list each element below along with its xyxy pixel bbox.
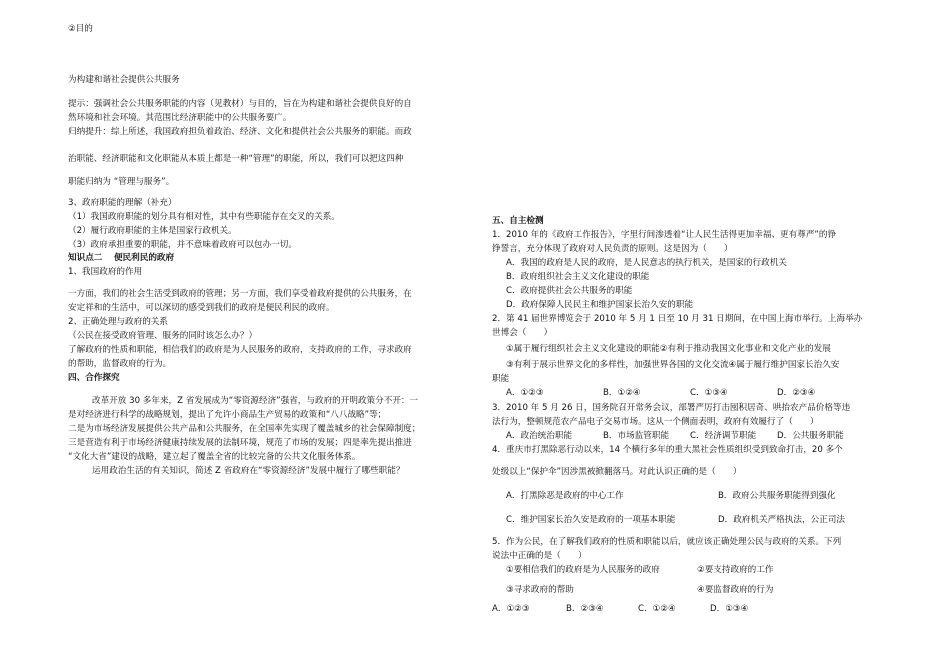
q2-statement-3: 职能 — [492, 374, 510, 384]
understand-point-2: （2）履行政府职能的主体是国家行政机关。 — [68, 226, 237, 236]
conclusion-line-2: 治职能、经济职能和文化职能从本质上都是一种“管理”的职能，所以，我们可以把这四种 — [68, 154, 404, 164]
case-para-line-3: 二是为市场经济发展提供公共产品和公共服务，在全国率先实现了覆盖城乡的社会保障制度； — [68, 424, 421, 434]
q4-option-c: C．维护国家长治久安是政府的一项基本职能 — [506, 515, 676, 525]
q3-option-d: D．公共服务职能 — [777, 431, 844, 441]
q2-stem-line-1: 2．第 41 届世界博览会于 2010 年 5 月 1 日至 10 月 31 日期间，在中国上海市举行。上海举办 — [492, 314, 863, 324]
understand-heading: 3、政府职能的理解（补充） — [68, 198, 177, 208]
conclusion-line-3: 职能归纳为 “管理与服务”。 — [68, 177, 175, 187]
q1-option-d: D．政府保障人民民主和维护国家长治久安的职能 — [506, 300, 694, 310]
q1-option-c: C．政府提供社会公共服务的职能 — [506, 286, 633, 296]
purpose-text: 为构建和谐社会提供公共服务 — [68, 75, 180, 85]
q3-stem-line-2: 法行为，整顿规范农产品电子交易市场。这从一个侧面表明，政府有效履行了（ ） — [492, 417, 819, 427]
understand-point-1: （1）我国政府职能的划分具有相对性，其中有些职能存在交叉的关系。 — [68, 212, 340, 222]
q3-option-b: B．市场监管职能 — [603, 431, 670, 441]
case-para-line-1: 改革开放 30 多年来，Z 省发展成为“零资源经济”强省，与政府的开明政策分不开：一 — [92, 396, 419, 406]
case-para-line-2: 是对经济进行科学的战略规划，提出了允许小商品生产贸易的政策和“八八战略”等； — [68, 410, 387, 420]
q5-option-b: B．②③④ — [566, 604, 604, 614]
q4-stem-line-2: 处级以上“保护伞”因涉黑被掀翻落马。对此认识正确的是（ ） — [492, 467, 742, 477]
q3-option-c: C．经济调节职能 — [690, 431, 757, 441]
q4-option-d: D．政府机关严格执法，公正司法 — [718, 515, 845, 525]
relation-line-1: 了解政府的性质和职能，相信我们的政府是为人民服务的政府，支持政府的工作，寻求政府 — [68, 345, 412, 355]
q5-stem-line-2: 说法中正确的是（ ） — [492, 551, 587, 561]
q4-stem-line-1: 4．重庆市打黑除恶行动以来，14 个横行多年的重大黑社会性质组织受到致命打击，20 多个 — [492, 445, 843, 455]
q5-stem-line-1: 5．作为公民，在了解我们政府的性质和职能以后，就应该正确处理公民与政府的关系。下列 — [492, 537, 842, 547]
role-line-1: 一方面，我们的社会生活受到政府的管理；另一方面，我们享受着政府提供的公共服务，在 — [68, 289, 412, 299]
role-line-2: 安定祥和的生活中，可以深切的感受到我们的政府是便民利民的政府。 — [68, 303, 335, 313]
government-role-heading: 1、我国政府的作用 — [68, 267, 143, 277]
case-question: 运用政治生活的有关知识，简述 Z 省政府在“零资源经济”发展中履行了哪些职能？ — [92, 466, 405, 476]
q3-stem-line-1: 3．2010 年 5 月 26 日，国务院召开常务会议，部署严厉打击囤积居奇、哄抬农产品价格等违 — [492, 403, 851, 413]
q5-option-c: C．①②④ — [638, 604, 676, 614]
section-4-heading: 四、合作探究 — [68, 373, 120, 383]
case-para-line-4: 三是营造有利于市场经济健康持续发展的法制环境，规范了市场的发展；四是率先提出推进 — [68, 438, 412, 448]
understand-point-3: （3）政府承担重要的职能，并不意味着政府可以包办一切。 — [68, 240, 297, 250]
q2-option-b: B．①②④ — [603, 388, 641, 398]
q2-option-a: A．①②③ — [506, 388, 544, 398]
hint-line-1: 提示：强调社会公共服务职能的内容（见教材）与目的，旨在为构建和谐社会提供良好的自 — [68, 99, 412, 109]
case-para-line-5: “文化大省”建设的战略，建立起了覆盖全省的比较完备的公共文化服务体系。 — [68, 452, 361, 462]
q3-option-a: A．政治统治职能 — [506, 431, 573, 441]
q5-option-a: A．①②③ — [492, 604, 530, 614]
q1-stem-line-1: 1．2010 年的《政府工作报告》，字里行间渗透着“让人民生活得更加幸福、更有尊严”的铮 — [492, 230, 837, 240]
q5-statement-3: ③寻求政府的帮助 — [506, 585, 574, 595]
q5-statement-1: ①要相信我们的政府是为人民服务的政府 — [506, 565, 660, 575]
q1-option-a: A．我国的政府是人民的政府，是人民意志的执行机关，是国家的行政机关 — [506, 258, 787, 268]
q4-option-a: A．打黑除恶是政府的中心工作 — [506, 491, 624, 501]
conclusion-line-1: 归纳提升：综上所述，我国政府担负着政治、经济、文化和提供社会公共服务的职能。而政 — [68, 127, 412, 137]
q1-stem-line-2: 铮誓言，充分体现了政府对人民负责的原则。这是因为（ ） — [492, 244, 733, 254]
relation-question: （公民在接受政府管理、服务的同时该怎么办？） — [68, 331, 258, 341]
relation-heading: 2、正确处理与政府的关系 — [68, 317, 168, 327]
q1-option-b: B．政府组织社会主义文化建设的职能 — [506, 272, 650, 282]
hint-line-2: 然环境和社会环境。其范围比经济职能中的公共服务要广。 — [68, 113, 292, 123]
section-5-heading: 五、自主检测 — [492, 216, 544, 226]
q2-stem-line-2: 世博会（ ） — [492, 328, 553, 338]
q2-option-d: D．②③④ — [777, 388, 816, 398]
q4-option-b: B．政府公共服务职能得到强化 — [718, 491, 836, 501]
q5-statement-2: ②要支持政府的工作 — [697, 565, 774, 575]
relation-line-2: 的帮助，监督政府的行为。 — [68, 359, 172, 369]
purpose-heading: ②目的 — [68, 24, 93, 34]
knowledge-point-2-heading: 知识点二 便民利民的政府 — [68, 253, 175, 263]
q2-statement-1: ①属于履行组织社会主义文化建设的职能②有利于推动我国文化事业和文化产业的发展 — [506, 344, 831, 354]
q2-statement-2: ③有利于展示世界文化的多样性，加强世界各国的文化交流④属于履行维护国家长治久安 — [506, 360, 840, 370]
q2-option-c: C．①③④ — [690, 388, 728, 398]
q5-option-d: D．①③④ — [710, 604, 749, 614]
q5-statement-4: ④要监督政府的行为 — [697, 585, 774, 595]
